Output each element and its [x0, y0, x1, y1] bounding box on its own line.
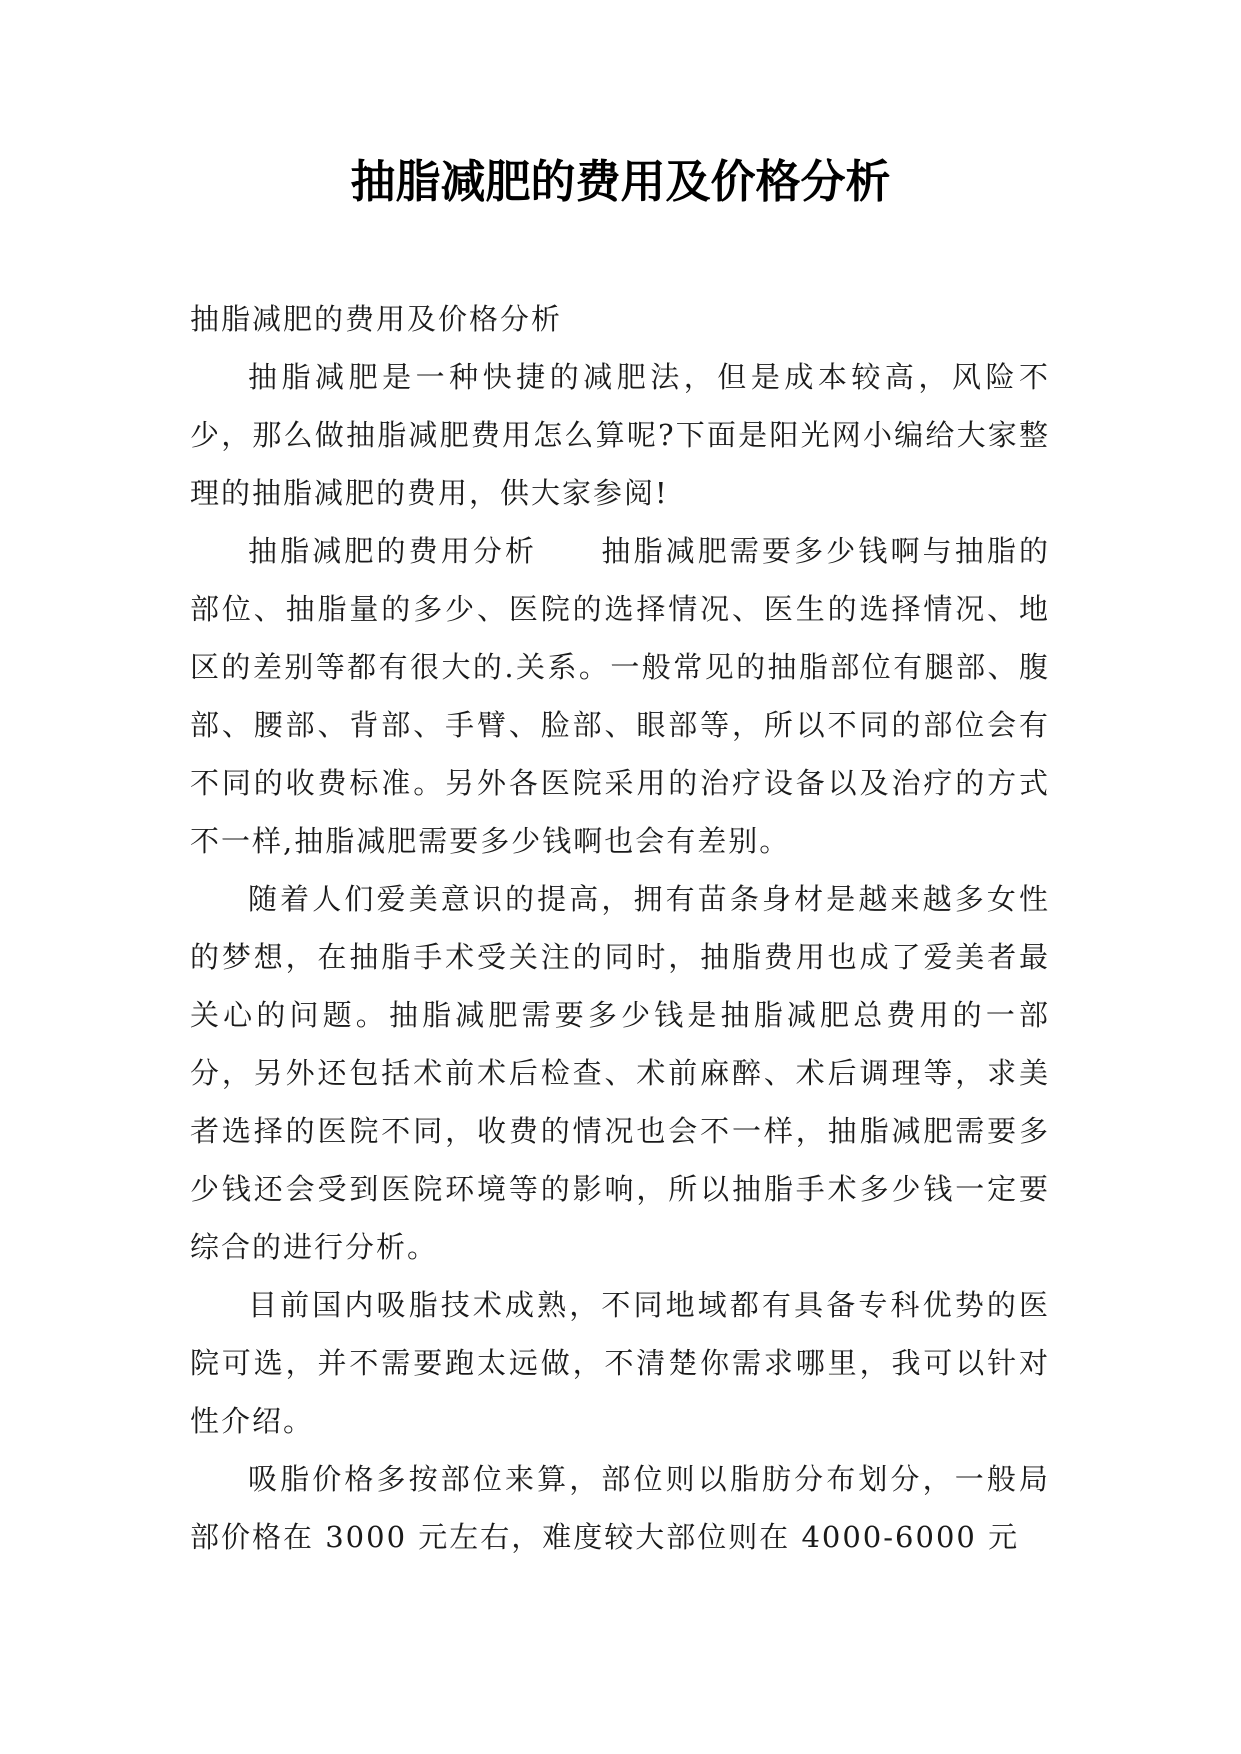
paragraph-domestic-technology: 目前国内吸脂技术成熟，不同地域都有具备专科优势的医院可选，并不需要跑太远做，不清楚你需求哪里，我可以针对性介绍。 — [190, 1288, 1050, 1438]
paragraph-beauty-awareness: 随着人们爱美意识的提高，拥有苗条身材是越来越多女性的梦想，在抽脂手术受关注的同时，抽脂费用也成了爱美者最关心的问题。抽脂减肥需要多少钱是抽脂减肥总费用的一部分，另外还包括术前术后检查、术前麻醉、术后调理等，求美者选择的医院不同，收费的情况也会不一样，抽脂减肥需要多少钱还会受到医院环境等的影响，所以抽脂手术多少钱一定要综合的进行分析。 — [190, 882, 1050, 1264]
document-body — [190, 290, 1050, 1566]
paragraph-intro: 抽脂减肥是一种快捷的减肥法，但是成本较高，风险不少，那么做抽脂减肥费用怎么算呢?下面是阳光网小编给大家整理的抽脂减肥的费用，供大家参阅! — [190, 360, 1050, 510]
paragraph-pricing: 吸脂价格多按部位来算，部位则以脂肪分布划分，一般局部价格在 3000 元左右，难度较大部位则在 4000-6000 元 — [190, 1462, 1050, 1554]
document-subtitle: 抽脂减肥的费用及价格分析 — [190, 302, 563, 336]
paragraph-cost-analysis: 抽脂减肥的费用分析 抽脂减肥需要多少钱啊与抽脂的部位、抽脂量的多少、医院的选择情况、医生的选择情况、地区的差别等都有很大的.关系。一般常见的抽脂部位有腿部、腹部、腰部、背部、手臂、脸部、眼部等，所以不同的部位会有不同的收费标准。另外各医院采用的治疗设备以及治疗的方式不一样,抽脂减肥需要多少钱啊也会有差别。 — [190, 534, 1050, 858]
document-title: 抽脂减肥的费用及价格分析 — [350, 155, 891, 208]
